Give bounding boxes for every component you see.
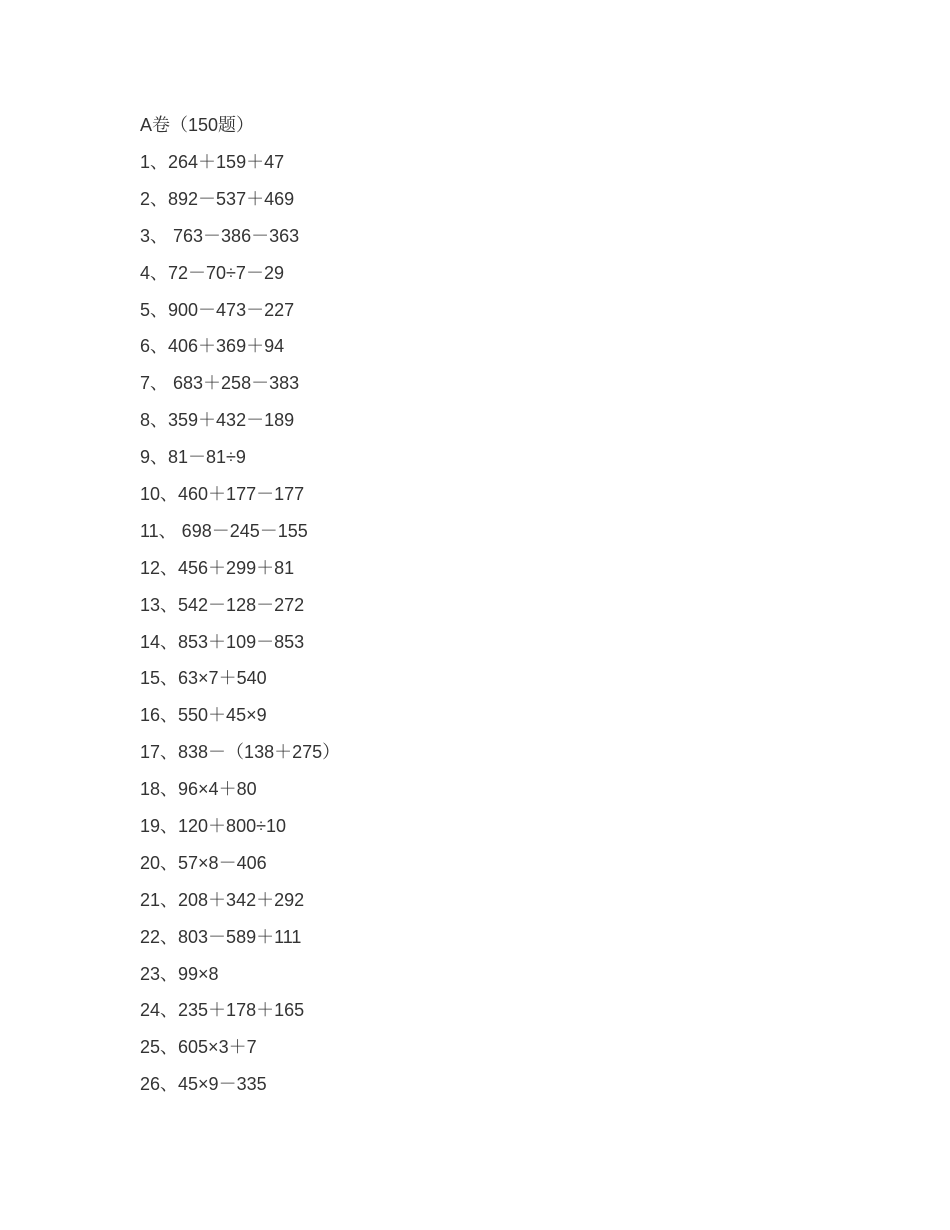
problem-item: 4、72－70÷7－29 — [140, 262, 284, 283]
problem-item: 5、900－473－227 — [140, 299, 295, 320]
problem-item: 6、406＋369＋94 — [140, 336, 285, 357]
problem-item: 19、120＋800÷10 — [140, 816, 286, 837]
problem-item: 15、63×7＋540 — [140, 668, 267, 689]
problem-item: 24、235＋178＋165 — [140, 1000, 305, 1021]
problem-item: 21、208＋342＋292 — [140, 889, 305, 910]
problem-item: 7、 683＋258－383 — [140, 373, 300, 394]
problem-item: 14、853＋109－853 — [140, 631, 305, 652]
problem-item: 17、838－（138＋275） — [140, 742, 341, 763]
document-content — [140, 111, 340, 1107]
problem-item: 20、57×8－406 — [140, 852, 267, 873]
problem-item: 2、892－537＋469 — [140, 188, 295, 209]
problem-item: 25、605×3＋7 — [140, 1037, 257, 1058]
problem-list — [140, 148, 340, 1098]
problem-item: 1、264＋159＋47 — [140, 152, 285, 172]
problem-item: 3、 763－386－363 — [140, 225, 300, 246]
problem-item: 18、96×4＋80 — [140, 779, 257, 800]
problem-item: 26、45×9－335 — [140, 1074, 267, 1095]
problem-item: 13、542－128－272 — [140, 594, 305, 615]
problem-item: 8、359＋432－189 — [140, 410, 295, 431]
problem-item: 9、81－81÷9 — [140, 447, 246, 468]
problem-item: 10、460＋177－177 — [140, 484, 305, 505]
problem-item: 12、456＋299＋81 — [140, 557, 295, 578]
problem-item: 23、99×8 — [140, 963, 219, 984]
paper-title: A卷（150题） — [140, 115, 255, 135]
problem-item: 16、550＋45×9 — [140, 705, 267, 726]
problem-item: 22、803－589＋111 — [140, 926, 302, 947]
problem-item: 11、 698－245－155 — [140, 520, 308, 541]
